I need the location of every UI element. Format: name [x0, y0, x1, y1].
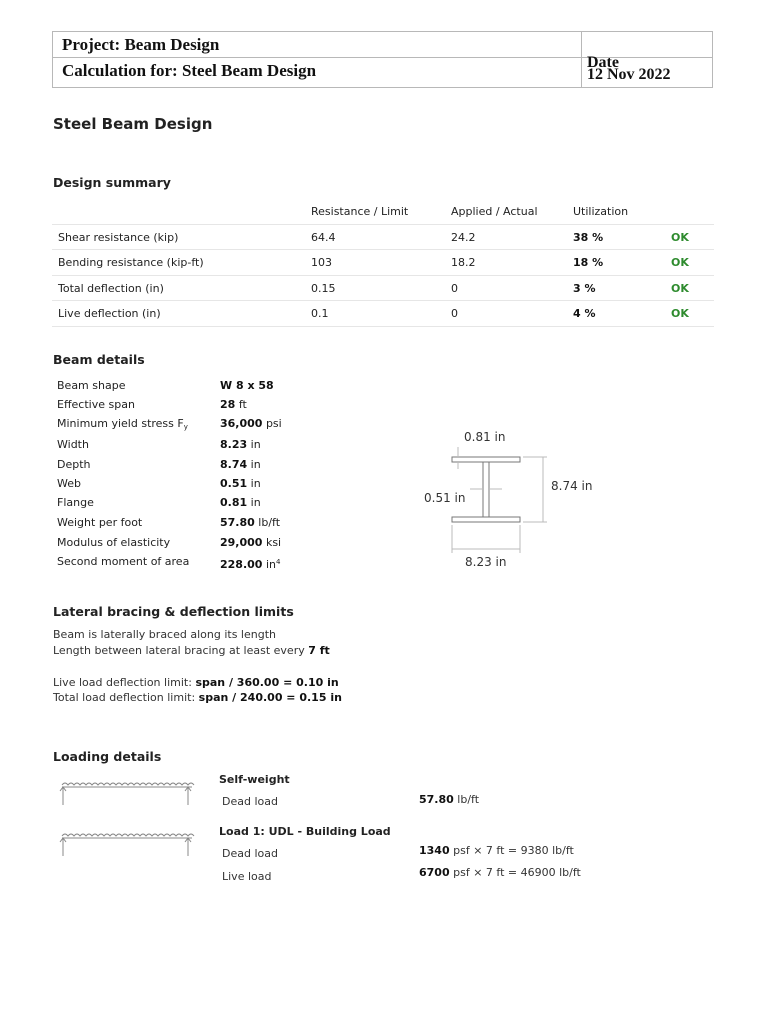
status-badge: OK	[671, 256, 689, 269]
width-value	[220, 438, 261, 451]
label-text: Minimum yield stress F	[57, 417, 184, 430]
bottom-flange	[452, 517, 520, 522]
flange-value	[220, 496, 261, 509]
beam-shape-label: Beam shape	[57, 379, 126, 392]
value-number: 0.81	[220, 496, 248, 509]
limit-label: Live load deflection limit:	[53, 676, 192, 689]
limit-label: Total load deflection limit:	[53, 691, 196, 704]
row-actual: 0	[451, 307, 458, 320]
effective-span-label: Effective span	[57, 398, 135, 411]
summary-table	[52, 199, 714, 327]
self-weight-title: Self-weight	[219, 773, 290, 786]
effective-span-value	[220, 398, 247, 411]
col-utilization: Utilization	[573, 205, 629, 218]
bracing-value: 7 ft	[308, 644, 330, 657]
value-number: 0.51	[220, 477, 248, 490]
loading-heading: Loading details	[53, 749, 162, 764]
flange-label: Flange	[57, 496, 94, 509]
calc-label: Calculation for:	[62, 61, 178, 80]
project-label: Project:	[62, 35, 121, 54]
value-rest: psf × 7 ft = 46900 lb/ft	[453, 866, 581, 879]
bracing-text: Length between lateral bracing at least every	[53, 644, 305, 657]
i-beam-diagram	[410, 425, 600, 570]
value-number: 57.80	[220, 516, 255, 529]
row-label: Shear resistance (kip)	[58, 230, 179, 244]
table-row	[52, 225, 714, 251]
load1-live-label: Live load	[222, 870, 272, 883]
table-row	[52, 276, 714, 302]
date-value: 12 Nov 2022	[587, 66, 671, 83]
calc-value: Steel Beam Design	[181, 61, 317, 80]
col-resistance: Resistance / Limit	[311, 205, 409, 218]
width-dim-label: 8.23 in	[465, 555, 507, 569]
value-rest: lb/ft	[457, 793, 480, 806]
bracing-heading: Lateral bracing & deflection limits	[53, 604, 294, 619]
depth-label: Depth	[57, 458, 91, 471]
row-limit: 0.15	[311, 281, 336, 295]
web-dim-label: 0.51 in	[424, 491, 466, 505]
unit-superscript: 4	[275, 558, 281, 566]
value-number: 6700	[419, 866, 450, 879]
self-weight-dead-value	[419, 793, 479, 806]
row-limit: 64.4	[311, 230, 336, 244]
calculation-title	[62, 61, 316, 81]
row-label: Total deflection (in)	[58, 281, 164, 295]
moment-label: Second moment of area	[57, 555, 190, 568]
page-title: Steel Beam Design	[53, 115, 213, 133]
row-actual: 0	[451, 281, 458, 295]
value-rest: psf × 7 ft = 9380 lb/ft	[453, 844, 574, 857]
value-number: 8.74	[220, 458, 248, 471]
moment-value	[220, 558, 280, 571]
modulus-label: Modulus of elasticity	[57, 536, 171, 549]
value-number: 1340	[419, 844, 450, 857]
value-number: 36,000	[220, 417, 263, 430]
depth-value	[220, 458, 261, 471]
row-limit: 0.1	[311, 307, 329, 320]
yield-stress-label	[57, 417, 188, 431]
row-label: Bending resistance (kip-ft)	[58, 256, 204, 269]
project-title	[62, 35, 219, 55]
col-applied: Applied / Actual	[451, 205, 538, 218]
project-value: Beam Design	[124, 35, 220, 54]
udl-diagram-icon	[58, 826, 198, 860]
value-unit: lb/ft	[258, 516, 281, 529]
row-limit: 103	[311, 256, 332, 269]
weight-label: Weight per foot	[57, 516, 143, 529]
value-number: 228.00	[220, 558, 263, 571]
live-deflection-limit	[53, 676, 339, 689]
depth-dim-label: 8.74 in	[551, 479, 593, 493]
table-row	[52, 250, 714, 276]
modulus-value	[220, 536, 281, 549]
row-utilization: 3 %	[573, 281, 596, 295]
value-number: 57.80	[419, 793, 454, 806]
status-badge: OK	[671, 307, 689, 320]
value-number: 29,000	[220, 536, 263, 549]
bracing-line-1: Beam is laterally braced along its length	[53, 628, 276, 641]
flange-dim-label: 0.81 in	[464, 430, 506, 444]
self-weight-dead-label: Dead load	[222, 795, 278, 808]
value-unit: in	[250, 477, 261, 490]
row-utilization: 4 %	[573, 307, 596, 320]
table-row	[52, 301, 714, 327]
row-actual: 18.2	[451, 256, 476, 269]
row-utilization: 38 %	[573, 230, 604, 244]
value-unit: psi	[265, 417, 282, 430]
header-divider	[581, 32, 582, 87]
value-unit: in	[250, 438, 261, 451]
label-subscript: y	[183, 423, 188, 431]
value-number: 28	[220, 398, 236, 411]
value-unit: in	[250, 458, 261, 471]
header-box	[52, 31, 713, 88]
width-label: Width	[57, 438, 89, 451]
load1-live-value	[419, 866, 581, 879]
row-actual: 24.2	[451, 230, 476, 244]
row-utilization: 18 %	[573, 256, 604, 269]
bracing-line-2	[53, 644, 330, 657]
udl-diagram-icon	[58, 775, 198, 809]
status-badge: OK	[671, 281, 689, 295]
date-label: Date	[587, 54, 619, 71]
design-summary-heading: Design summary	[53, 175, 171, 190]
value-unit: ft	[238, 398, 247, 411]
value-number: 8.23	[220, 438, 248, 451]
total-deflection-limit	[53, 691, 342, 704]
limit-value: span / 360.00 = 0.10 in	[195, 676, 339, 689]
value-unit: in	[250, 496, 261, 509]
yield-stress-value	[220, 417, 282, 430]
weight-value	[220, 516, 280, 529]
row-label: Live deflection (in)	[58, 307, 161, 320]
web-value	[220, 477, 261, 490]
value-unit: in	[265, 558, 276, 571]
status-badge: OK	[671, 230, 689, 244]
web-label: Web	[57, 477, 81, 490]
beam-shape-value: W 8 x 58	[220, 379, 274, 392]
beam-details-heading: Beam details	[53, 352, 145, 367]
value-unit: ksi	[265, 536, 282, 549]
summary-header-row	[52, 199, 714, 225]
load1-title: Load 1: UDL - Building Load	[219, 825, 391, 838]
load1-dead-value	[419, 844, 574, 857]
top-flange	[452, 457, 520, 462]
load1-dead-label: Dead load	[222, 847, 278, 860]
limit-value: span / 240.00 = 0.15 in	[198, 691, 342, 704]
